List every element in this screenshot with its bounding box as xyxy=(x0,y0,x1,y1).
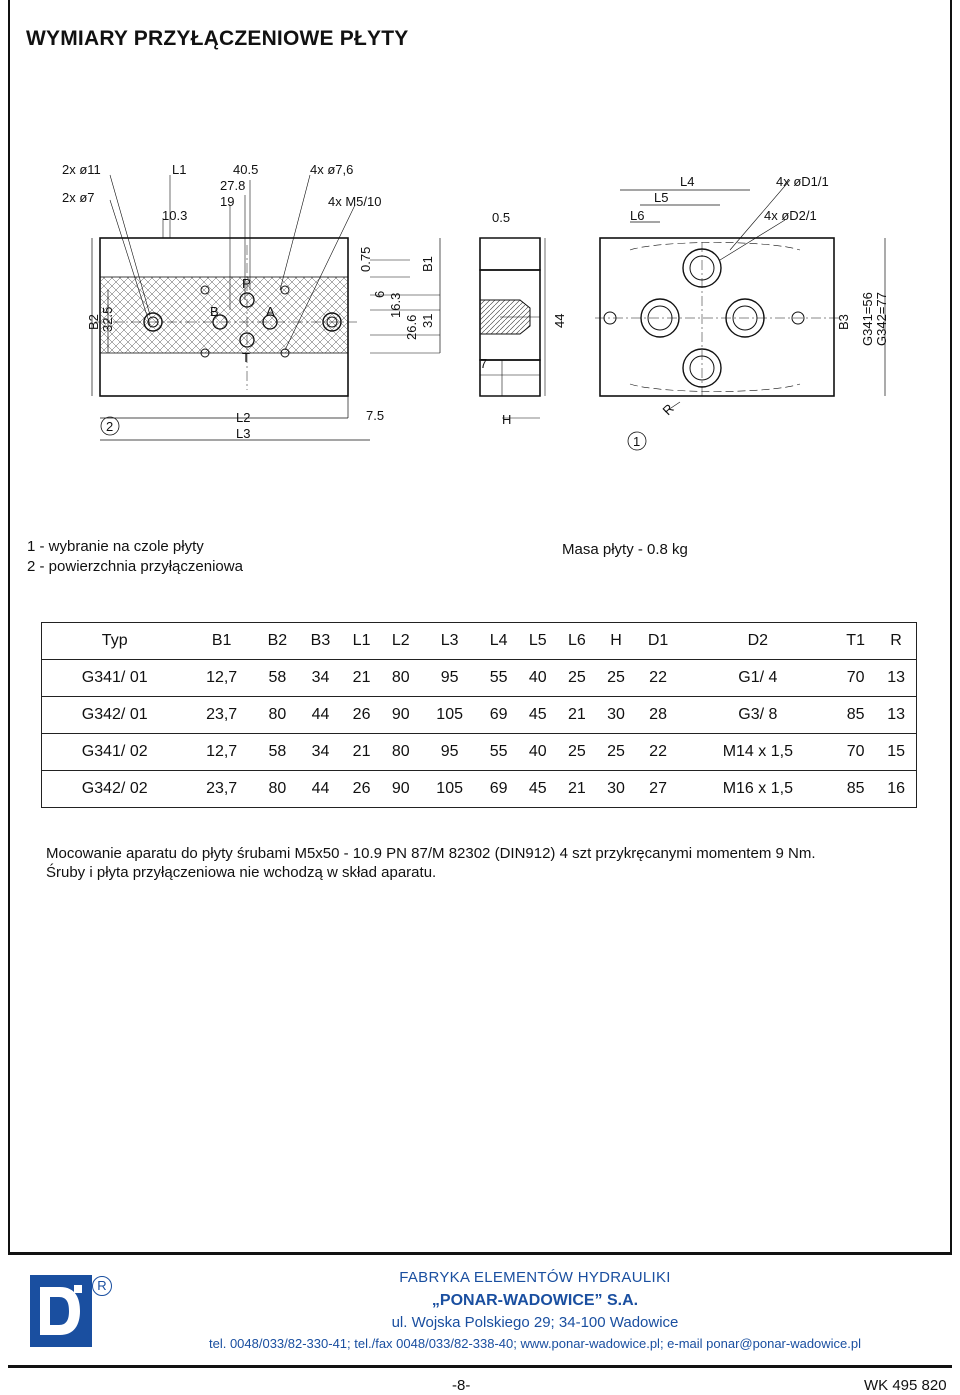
table-cell: 58 xyxy=(256,660,299,697)
table-cell: 85 xyxy=(835,697,876,734)
company-logo xyxy=(30,1275,92,1347)
label-L3: L3 xyxy=(236,426,251,441)
label-B2: B2 xyxy=(86,314,101,330)
label-H: H xyxy=(502,412,512,427)
marker-1: 1 xyxy=(633,434,641,449)
front-view-labels xyxy=(630,174,889,418)
label-B1: B1 xyxy=(420,256,435,272)
table-cell: G342/ 02 xyxy=(42,771,188,808)
col-header: Typ xyxy=(42,623,188,660)
frame-right-border xyxy=(950,0,952,1253)
table-cell: 30 xyxy=(596,771,635,808)
label-G342-77: G342=77 xyxy=(874,292,889,346)
table-cell: 23,7 xyxy=(187,697,255,734)
table-cell: 21 xyxy=(557,697,596,734)
col-header: L6 xyxy=(557,623,596,660)
label-B3: B3 xyxy=(836,314,851,330)
label-27-8: 27.8 xyxy=(220,178,246,193)
dimensions-table xyxy=(41,622,917,808)
table-row xyxy=(42,734,917,771)
table-cell: 21 xyxy=(557,771,596,808)
label-31: 31 xyxy=(420,313,435,328)
label-0-75: 0.75 xyxy=(358,246,373,272)
table-cell: 40 xyxy=(518,734,557,771)
label-19: 19 xyxy=(220,194,235,209)
label-26-6: 26.6 xyxy=(404,314,419,340)
table-cell: 45 xyxy=(518,697,557,734)
company-address: ul. Wojska Polskiego 29; 34-100 Wadowice xyxy=(391,1314,679,1331)
table-cell: 45 xyxy=(518,771,557,808)
company-name: „PONAR-WADOWICE” S.A. xyxy=(431,1292,639,1309)
company-contact: tel. 0048/033/82-330-41; tel./fax 0048/033/82-338-40; www.ponar-wadowice.pl; e-mail ponar@ponar-wadowice.pl xyxy=(208,1336,862,1351)
surface-marker-2 xyxy=(101,417,119,435)
label-10-3: 10.3 xyxy=(162,208,188,223)
table-cell: 80 xyxy=(256,697,299,734)
label-4x-0D2: 4x øD2/1 xyxy=(764,208,817,223)
table-row xyxy=(42,771,917,808)
document-code: WK 495 820 xyxy=(864,1377,947,1394)
table-cell: 26 xyxy=(342,697,381,734)
col-header: L3 xyxy=(420,623,479,660)
table-cell: 34 xyxy=(299,660,342,697)
table-cell: M16 x 1,5 xyxy=(681,771,836,808)
label-2x-011: 2x ø11 xyxy=(62,162,101,177)
table-cell: G342/ 01 xyxy=(42,697,188,734)
table-header-row xyxy=(42,623,917,660)
label-2x-07: 2x ø7 xyxy=(62,190,95,205)
table-cell: G341/ 01 xyxy=(42,660,188,697)
table-cell: 25 xyxy=(596,660,635,697)
table-cell: G3/ 8 xyxy=(681,697,836,734)
col-header: T1 xyxy=(835,623,876,660)
legend-item-2: 2 - powierzchnia przyłączeniowa xyxy=(27,558,243,575)
label-7: 7 xyxy=(480,356,488,371)
plate-mass: Masa płyty - 0.8 kg xyxy=(562,541,688,558)
label-4x-M5: 4x M5/10 xyxy=(328,194,382,209)
col-header: L5 xyxy=(518,623,557,660)
table-cell: 95 xyxy=(420,660,479,697)
table-cell: 22 xyxy=(636,660,681,697)
label-0-5: 0.5 xyxy=(492,210,511,225)
label-L1: L1 xyxy=(172,162,187,177)
table-cell: 26 xyxy=(342,771,381,808)
technical-drawing xyxy=(40,150,930,460)
table-row xyxy=(42,697,917,734)
col-header: L1 xyxy=(342,623,381,660)
col-header: R xyxy=(876,623,916,660)
table-cell: 34 xyxy=(299,734,342,771)
mounting-note: Mocowanie aparatu do płyty śrubami M5x50 - 10.9 PN 87/M 82302 (DIN912) 4 szt przykręcanymi momentem 9 Nm. xyxy=(46,845,816,862)
scope-note: Śruby i płyta przyłączeniowa nie wchodzą w skład aparatu. xyxy=(46,864,437,881)
table-cell: 95 xyxy=(420,734,479,771)
label-7-5: 7.5 xyxy=(366,408,385,423)
port-label-P: P xyxy=(242,276,251,291)
table-cell: 13 xyxy=(876,660,916,697)
label-4x-0D1: 4x øD1/1 xyxy=(776,174,829,189)
label-40-5: 40.5 xyxy=(233,162,259,177)
col-header: D2 xyxy=(681,623,836,660)
col-header: B3 xyxy=(299,623,342,660)
face-marker-1 xyxy=(628,432,646,450)
company-type: FABRYKA ELEMENTÓW HYDRAULIKI xyxy=(399,1269,671,1286)
table-cell: 69 xyxy=(479,771,518,808)
label-44: 44 xyxy=(552,313,567,328)
table-cell: 80 xyxy=(381,660,420,697)
label-32-5: 32.5 xyxy=(100,306,115,332)
table-cell: 25 xyxy=(596,734,635,771)
table-cell: 23,7 xyxy=(187,771,255,808)
table-cell: 22 xyxy=(636,734,681,771)
label-4x-07-6: 4x ø7,6 xyxy=(310,162,354,177)
table-cell: 27 xyxy=(636,771,681,808)
footer-bottom-rule xyxy=(8,1365,952,1368)
table-cell: 58 xyxy=(256,734,299,771)
table-cell: 21 xyxy=(342,660,381,697)
label-16-3: 16.3 xyxy=(388,292,403,318)
marker-2: 2 xyxy=(106,419,114,434)
footer-top-rule xyxy=(8,1252,952,1255)
col-header: D1 xyxy=(636,623,681,660)
port-label-B: B xyxy=(210,304,219,319)
table-cell: G341/ 02 xyxy=(42,734,188,771)
table-cell: 70 xyxy=(835,660,876,697)
table-cell: 70 xyxy=(835,734,876,771)
label-L6: L6 xyxy=(630,208,645,223)
table-cell: 21 xyxy=(342,734,381,771)
page-number: -8- xyxy=(452,1377,471,1394)
table-cell: 12,7 xyxy=(187,734,255,771)
table-cell: 80 xyxy=(381,734,420,771)
table-cell: 16 xyxy=(876,771,916,808)
col-header: B2 xyxy=(256,623,299,660)
col-header: H xyxy=(596,623,635,660)
table-cell: 25 xyxy=(557,734,596,771)
frame-left-border xyxy=(8,0,10,1253)
table-cell: 90 xyxy=(381,771,420,808)
col-header: L2 xyxy=(381,623,420,660)
table-row xyxy=(42,660,917,697)
label-L5: L5 xyxy=(654,190,669,205)
table-cell: 15 xyxy=(876,734,916,771)
table-cell: 69 xyxy=(479,697,518,734)
table-cell: 80 xyxy=(256,771,299,808)
table-cell: 28 xyxy=(636,697,681,734)
label-L2: L2 xyxy=(236,410,251,425)
table-cell: 105 xyxy=(420,697,479,734)
table-cell: 90 xyxy=(381,697,420,734)
page-title: WYMIARY PRZYŁĄCZENIOWE PŁYTY xyxy=(26,27,409,50)
label-6: 6 xyxy=(372,290,387,298)
table-cell: M14 x 1,5 xyxy=(681,734,836,771)
table-cell: 40 xyxy=(518,660,557,697)
label-R: R xyxy=(659,400,677,419)
side-section xyxy=(480,238,545,418)
col-header: L4 xyxy=(479,623,518,660)
port-label-A: A xyxy=(266,304,275,319)
table-cell: 13 xyxy=(876,697,916,734)
legend-item-1: 1 - wybranie na czole płyty xyxy=(27,538,204,555)
label-G341-56: G341=56 xyxy=(860,292,875,346)
table-cell: 25 xyxy=(557,660,596,697)
col-header: B1 xyxy=(187,623,255,660)
label-L4: L4 xyxy=(680,174,695,189)
registered-mark: R xyxy=(92,1276,112,1296)
port-label-T: T xyxy=(242,350,250,365)
table-cell: 55 xyxy=(479,734,518,771)
table-cell: G1/ 4 xyxy=(681,660,836,697)
table-cell: 30 xyxy=(596,697,635,734)
table-cell: 105 xyxy=(420,771,479,808)
table-cell: 44 xyxy=(299,697,342,734)
table-cell: 12,7 xyxy=(187,660,255,697)
table-cell: 85 xyxy=(835,771,876,808)
table-cell: 44 xyxy=(299,771,342,808)
table-cell: 55 xyxy=(479,660,518,697)
